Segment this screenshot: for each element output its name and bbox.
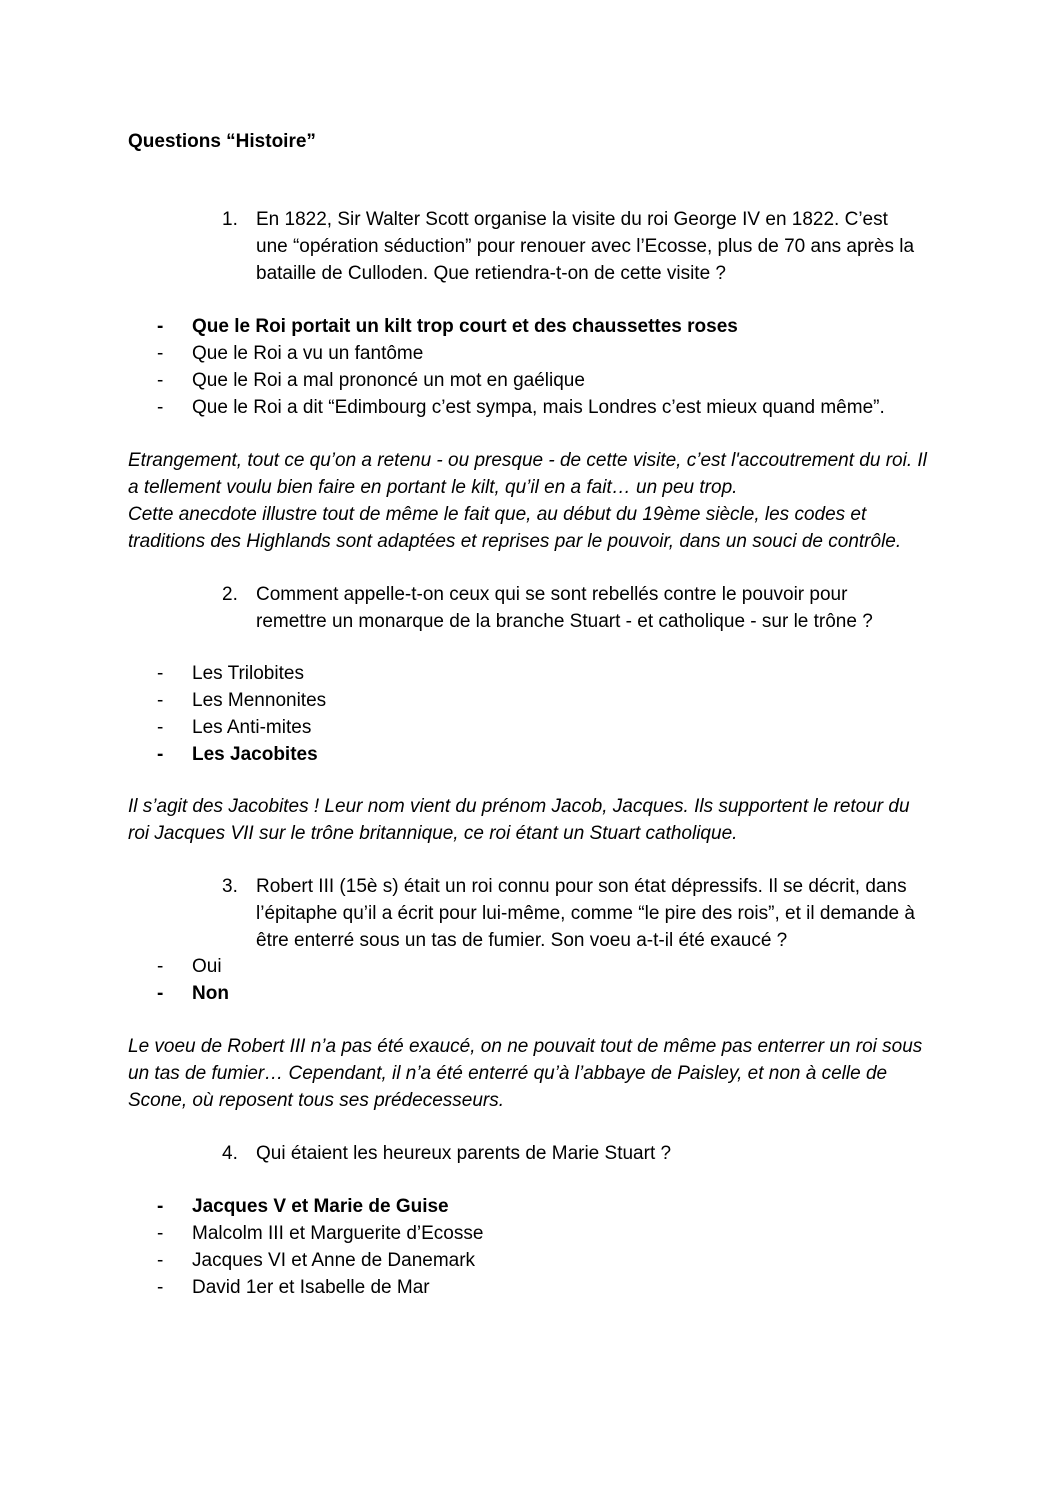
answer-option-correct: - Jacques V et Marie de Guise bbox=[157, 1196, 449, 1217]
answer-option: - David 1er et Isabelle de Mar bbox=[157, 1277, 430, 1298]
question-1 bbox=[222, 206, 922, 287]
explanation-3 bbox=[128, 1033, 938, 1114]
question-number: 4. bbox=[222, 1143, 238, 1164]
question-2 bbox=[222, 581, 912, 635]
answer-option: - Jacques VI et Anne de Danemark bbox=[157, 1250, 476, 1271]
explanation-paragraph: Le voeu de Robert III n’a pas été exaucé, on ne pouvait tout de même pas enterrer un roi sous un tas de fumier… Cependant, il n’a été enterré qu’à l’abbaye de Paisley, et non à celle de Scone, où reposent tous ses prédecesseurs. bbox=[128, 1036, 923, 1111]
answer-option: - Les Mennonites bbox=[157, 690, 327, 711]
explanation-paragraph: Cette anecdote illustre tout de même le fait que, au début du 19ème siècle, les codes et traditions des Highlands sont adaptées et reprises par le pouvoir, dans un souci de contrôle. bbox=[128, 504, 902, 552]
answer-option: - Que le Roi a vu un fantôme bbox=[157, 343, 424, 364]
explanation-1 bbox=[128, 447, 938, 555]
question-number: 1. bbox=[222, 209, 238, 230]
question-text: Qui étaient les heureux parents de Marie Stuart ? bbox=[256, 1143, 672, 1164]
answer-list-4 bbox=[157, 1193, 483, 1301]
answer-option: - Que le Roi a dit “Edimbourg c’est sympa, mais Londres c’est mieux quand même”. bbox=[157, 397, 885, 418]
answer-list-1 bbox=[157, 313, 885, 421]
question-text: En 1822, Sir Walter Scott organise la visite du roi George IV en 1822. C’est une “opération séduction” pour renouer avec l’Ecosse, plus de 70 ans après la bataille de Culloden. Que retiendra-t-on de cette visite ? bbox=[256, 209, 915, 284]
question-text: Robert III (15è s) était un roi connu pour son état dépressifs. Il se décrit, dans l’épitaphe qu’il a écrit pour lui-même, comme “le pire des rois”, et il demande à être enterré sous un tas de fumier. Son voeu a-t-il été exaucé ? bbox=[256, 876, 915, 951]
explanation-paragraph: Etrangement, tout ce qu’on a retenu - ou presque - de cette visite, c’est l'accoutrement du roi. Il a tellement voulu bien faire en portant le kilt, qu’il en a fait… un peu trop. bbox=[128, 450, 927, 498]
answer-option: - Malcolm III et Marguerite d’Ecosse bbox=[157, 1223, 484, 1244]
answer-option: - Que le Roi a mal prononcé un mot en gaélique bbox=[157, 370, 585, 391]
page-title: Questions “Histoire” bbox=[128, 131, 316, 152]
question-number: 3. bbox=[222, 876, 238, 897]
answer-option-correct: - Non bbox=[157, 983, 229, 1004]
question-number: 2. bbox=[222, 584, 238, 605]
question-4 bbox=[222, 1140, 922, 1167]
answer-option: - Les Trilobites bbox=[157, 663, 304, 684]
answer-list-3 bbox=[157, 953, 229, 1007]
answer-option-correct: - Que le Roi portait un kilt trop court et des chaussettes roses bbox=[157, 316, 738, 337]
answer-option-correct: - Les Jacobites bbox=[157, 744, 318, 765]
answer-option: - Oui bbox=[157, 956, 222, 977]
answer-list-2 bbox=[157, 660, 326, 768]
explanation-paragraph: Il s’agit des Jacobites ! Leur nom vient du prénom Jacob, Jacques. Ils supportent le retour du roi Jacques VII sur le trône britannique, ce roi étant un Stuart catholique. bbox=[128, 796, 910, 844]
question-text: Comment appelle-t-on ceux qui se sont rebellés contre le pouvoir pour remettre un monarque de la branche Stuart - et catholique - sur le trône ? bbox=[256, 584, 873, 632]
question-3 bbox=[222, 873, 932, 954]
explanation-2 bbox=[128, 793, 918, 847]
answer-option: - Les Anti-mites bbox=[157, 717, 312, 738]
